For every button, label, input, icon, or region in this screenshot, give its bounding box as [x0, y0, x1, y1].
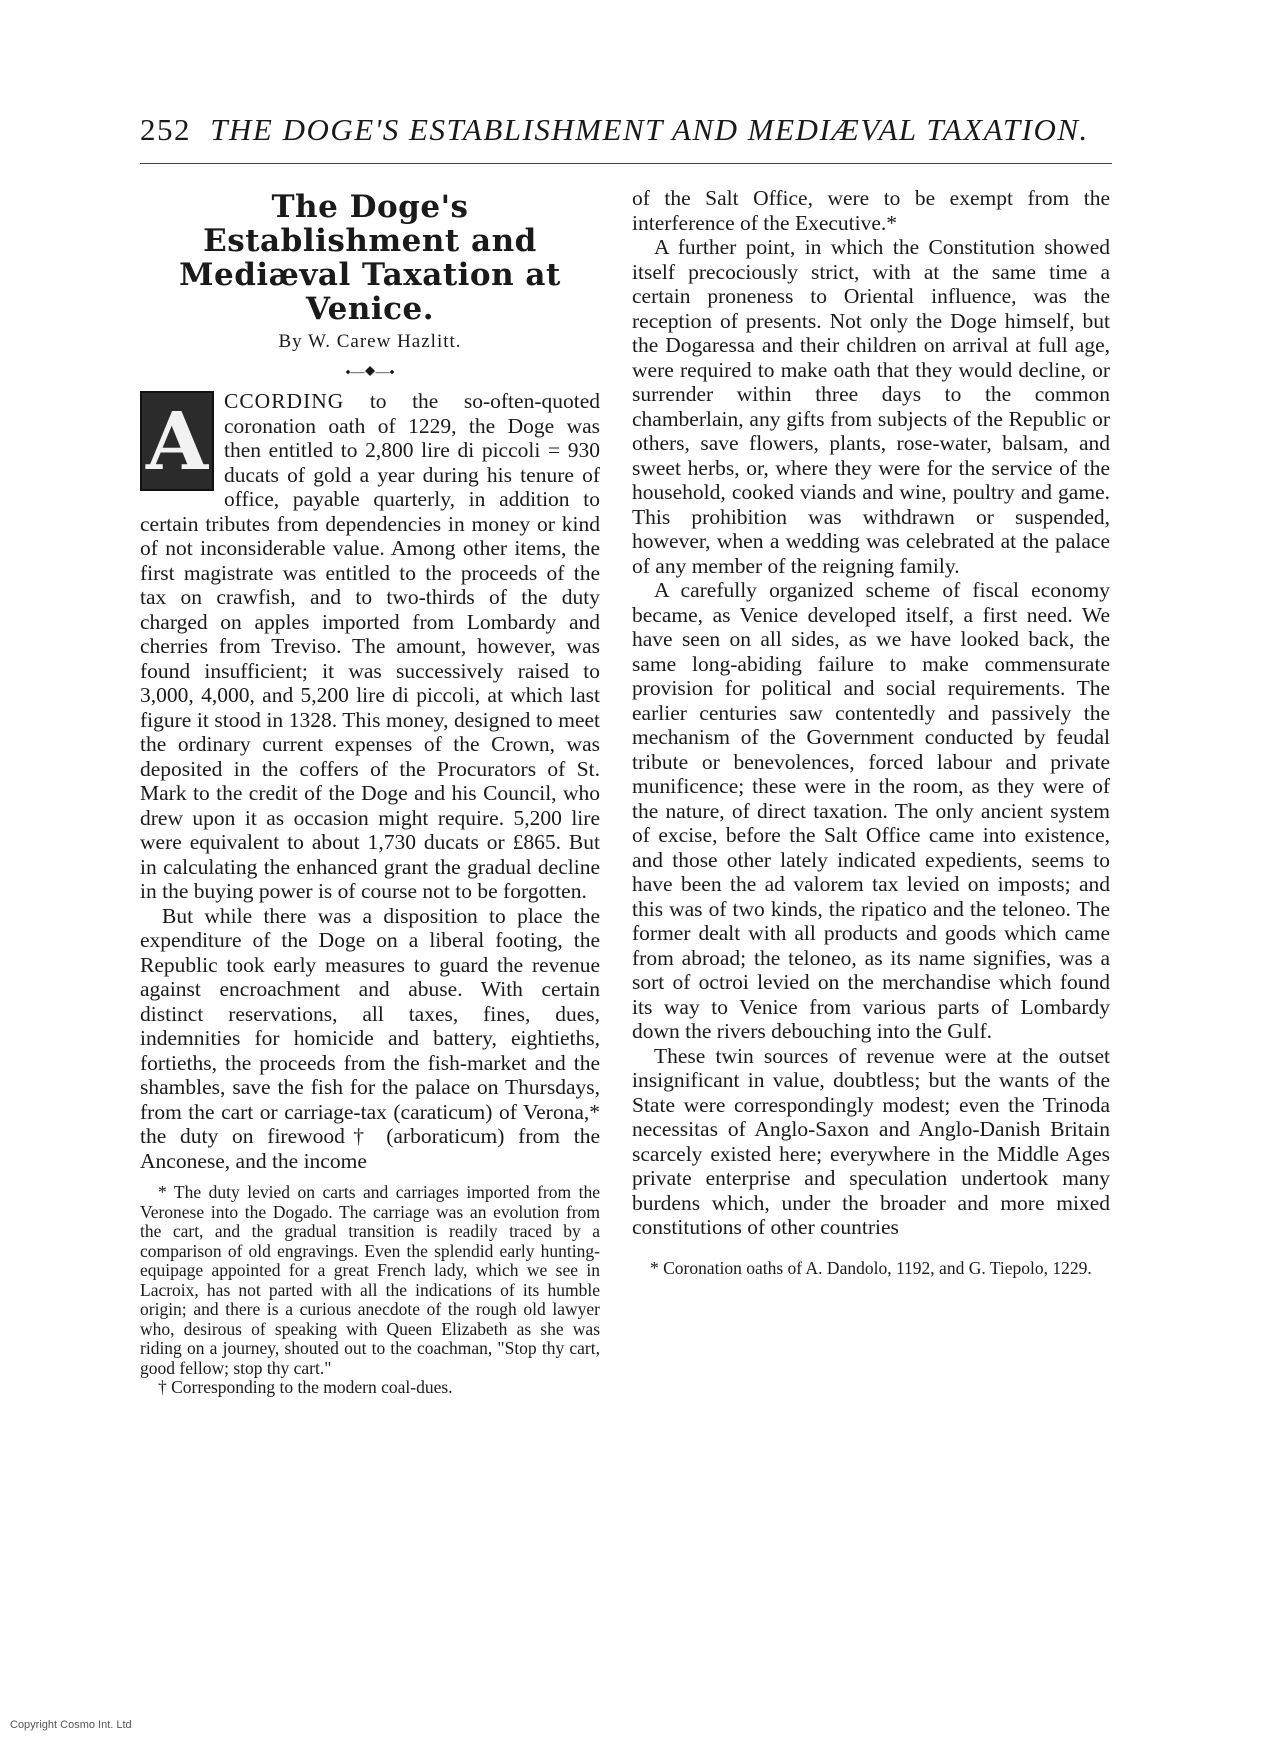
footnote-coronation-oaths: * Coronation oaths of A. Dandolo, 1192, and G. Tiepolo, 1229.: [650, 1257, 1092, 1278]
footnote-coal-dues: † Corresponding to the modern coal-dues.: [158, 1377, 453, 1397]
paragraph-1-text: to the so-often-quoted coronation oath of 1229, the Doge was then entitled to 2,800 lire di piccoli = 930 ducats of gold a year during his tenure of office, payable quarterly, in addition to certain tributes from dependencies in money or kind of not inconsiderable value. Among other items, the first magistrate was entitled to the proceeds of the tax on crawfish, and to two-thirds of the duty charged on apples imported from Lombardy and cherries from Treviso. The amount, however, was found insufficient; it was successively raised to 3,000, 4,000, and 5,200 lire di piccoli, at which last figure it stood in 1328. This money, designed to meet the ordinary current expenses of the Crown, was deposited in the coffers of the Procurators of St. Mark to the credit of the Doge and his Council, who drew upon it as occasion might require. 5,200 lire were equivalent to about 1,730 ducats or £865. But in calculating the enhanced grant the gradual decline in the buying power is of course not to be forgotten.: [140, 389, 600, 903]
article-title: [140, 190, 600, 326]
drop-cap: A: [140, 391, 214, 491]
copyright-notice: Copyright Cosmo Int. Ltd: [10, 1719, 132, 1731]
article-title-line-2: Mediæval Taxation at Venice.: [179, 257, 561, 327]
footnotes-left: [140, 1183, 600, 1398]
paragraph-3: of the Salt Office, were to be exempt from the interference of the Executive.*: [632, 186, 1110, 235]
ornament-divider: ⬩—◆—⬩: [345, 364, 395, 380]
byline: By W. Carew Hazlitt.: [278, 331, 462, 352]
left-column: [140, 190, 600, 1398]
footnote-carts: * The duty levied on carts and carriages imported from the Veronese into the Dogado. The carriage was an evolution from the cart, and the gradual transition is readily traced by a comparison of old engravings. Even the splendid early hunting-equipage appointed for a great French lady, which we see in Lacroix, has not parted with all the indications of its humble origin; and there is a curious anecdote of the rough old lawyer who, desirous of speaking with Queen Elizabeth as she was riding on a journey, shouted out to the coachman, "Stop thy cart, good fellow; stop thy cart.": [140, 1182, 600, 1378]
paragraph-6: These twin sources of revenue were at the outset insignificant in value, doubtless; but the wants of the State were correspondingly modest; even the Trinoda necessitas of Anglo-Saxon and Anglo-Danish Britain scarcely existed here; everywhere in the Middle Ages private enterprise and speculation undertook many burdens which, under the broader and more mixed constitutions of other countries: [632, 1043, 1110, 1239]
article-title-line-1: The Doge's Establishment and: [203, 189, 537, 259]
running-head: [140, 112, 1130, 148]
header-rule: [140, 163, 1112, 164]
page-number: 252: [140, 112, 191, 147]
right-column: [632, 186, 1110, 1295]
running-title: THE DOGE'S ESTABLISHMENT AND MEDIÆVAL TAXATION.: [210, 112, 1089, 147]
paragraph-2: But while there was a disposition to place the expenditure of the Doge on a liberal footing, the Republic took early measures to guard the revenue against encroachment and abuse. With certain distinct reservations, all taxes, fines, dues, indemnities for homicide and battery, eightieths, fortieths, the proceeds from the fish-market and the shambles, save the fish for the palace on Thursdays, from the cart or carriage-tax (caraticum) of Verona,* the duty on firewood† (arboraticum) from the Anconese, and the income: [140, 903, 600, 1173]
paragraph-4: A further point, in which the Constitution showed itself precociously strict, with at the same time a certain proneness to Oriental influence, was the reception of presents. Not only the Doge himself, but the Dogaressa and their children on arrival at full age, were required to make oath that they would decline, or surrender within three days to the common chamberlain, any gifts from subjects of the Republic or others, save flowers, plants, rose-water, balsam, and sweet herbs, or, where they were for the service of the household, cooked viands and wine, poultry and game. This prohibition was withdrawn or suspended, however, when a wedding was celebrated at the palace of any member of the reigning family.: [632, 235, 1110, 578]
paragraph-5: A carefully organized scheme of fiscal economy became, as Venice developed itself, a first need. We have seen on all sides, as we have looked back, the same long-abiding failure to make commensurate provision for political and social requirements. The earlier centuries saw contentedly and passively the mechanism of the Government conducted by feudal tribute or benevolences, forced labour and private munificence; these were in the room, as they were of the nature, of direct taxation. The only ancient system of excise, before the Salt Office came into existence, and those other lately indicated expedients, seems to have been the ad valorem tax levied on imposts; and this was of two kinds, the ripatico and the teloneo. The former dealt with all products and goods which came from abroad; the teloneo, as its name signifies, was a sort of octroi levied on the merchandise which found its way to Venice from various parts of Lombardy down the rivers debouching into the Gulf.: [632, 578, 1110, 1043]
paragraph-1: [140, 389, 600, 904]
lead-word: CCORDING: [224, 389, 345, 413]
